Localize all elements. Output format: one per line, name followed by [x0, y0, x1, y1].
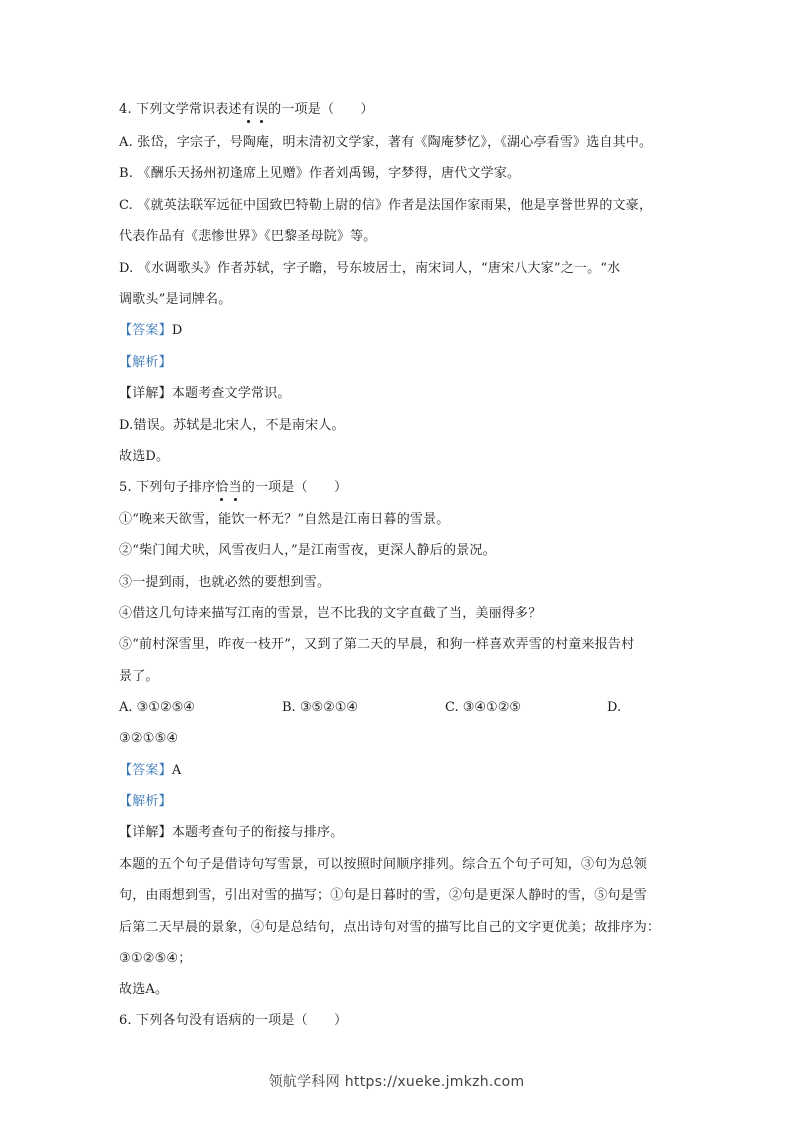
emphasis-dot-char: 恰: [215, 480, 229, 495]
answer-value: D: [171, 323, 183, 338]
q5-sentence-5-line2: 景了。: [119, 669, 159, 684]
q5-sentence-2: ②“柴门闻犬吠，风雪夜归人，”是江南雪夜，更深人静后的景况。: [119, 543, 496, 558]
q4-stem: [119, 101, 374, 119]
q5-option-c: C. ③④①②⑤: [445, 700, 522, 715]
emphasis-dot-char: 有: [241, 102, 255, 117]
q5-sentence-5-line1: ⑤“前村深雪里，昨夜一枝开”，又到了第二天的早晨，和狗一样喜欢弄雪的村童来报告村: [119, 637, 635, 652]
detail-label: 【详解】: [119, 386, 172, 401]
emphasis-dot-char: 当: [228, 480, 242, 495]
q4-stem-tail: 的一项是（ ）: [268, 102, 374, 117]
q4-analysis: [119, 354, 172, 372]
q5-answer: [119, 762, 181, 780]
q5-stem-tail: 的一项是（ ）: [241, 480, 348, 495]
q5-choice: 故选A。: [119, 982, 169, 997]
detail-label: 【详解】: [119, 825, 172, 840]
q5-sentence-3: ③一提到雨，也就必然的要想到雪。: [119, 575, 331, 590]
q5-explanation-line2: 句，由雨想到雪，引出对雪的描写；①句是日暮时的雪，②句是更深人静时的雪，⑤句是雪: [119, 888, 648, 903]
q5-stem: [119, 479, 347, 497]
q5-option-b: B. ③⑤②①④: [282, 700, 359, 715]
q4-stem-text: 4. 下列文学常识表述: [119, 102, 242, 117]
q5-explanation-line3: 后第二天早晨的景象，④句是总结句，点出诗句对雪的描写比自己的文字更优美；故排序为：: [119, 920, 661, 935]
q6-stem: 6. 下列各句没有语病的一项是（ ）: [119, 1013, 348, 1028]
q4-explanation: D.错误。苏轼是北宋人，不是南宋人。: [119, 418, 345, 433]
q5-option-d-value: ③②①⑤④: [119, 731, 179, 746]
emphasis-dot-char: 误: [254, 102, 269, 117]
q4-option-c-line2: 代表作品有《悲惨世界》《巴黎圣母院》等。: [119, 229, 377, 244]
q4-option-d-line2: 调歌头”是词牌名。: [119, 292, 232, 307]
detail-text: 本题考查文学常识。: [171, 386, 291, 401]
q5-stem-text: 5. 下列句子排序: [119, 480, 216, 495]
q4-detail: [119, 385, 291, 403]
analysis-label: 【解析】: [119, 794, 172, 809]
q5-option-d-label: D.: [607, 700, 622, 715]
detail-text: 本题考查句子的衔接与排序。: [171, 825, 344, 840]
q4-option-c-line1: C. 《就英法联军远征中国致巴特勒上尉的信》作者是法国作家雨果，他是享誉世界的文豪，: [119, 198, 653, 213]
q4-answer: [119, 322, 182, 340]
answer-label: 【答案】: [119, 323, 172, 338]
q5-detail: [119, 824, 343, 842]
q4-option-a: A. 张岱，字宗子，号陶庵，明末清初文学家，著有《陶庵梦忆》，《湖心亭看雪》选自其中。: [119, 135, 653, 150]
q5-explanation-line4: ③①②⑤④；: [119, 951, 192, 966]
q4-choice: 故选D。: [119, 449, 170, 464]
q5-sentence-1: ①“晚来天欲雪，能饮一杯无？”自然是江南日暮的雪景。: [119, 512, 450, 527]
q5-sentence-4: ④借这几句诗来描写江南的雪景，岂不比我的文字直截了当，美丽得多？: [119, 606, 542, 621]
answer-label: 【答案】: [119, 763, 172, 778]
q4-option-d-line1: D. 《水调歌头》作者苏轼，字子瞻，号东坡居士，南宋词人，“唐宋八大家”之一。“水: [119, 261, 621, 276]
page-footer: 领航学科网 https://xueke.jmkzh.com: [268, 1074, 525, 1090]
analysis-label: 【解析】: [119, 355, 172, 370]
q5-analysis: [119, 793, 172, 811]
q4-option-b: B. 《酬乐天扬州初逢席上见赠》作者刘禹锡，字梦得，唐代文学家。: [119, 166, 521, 181]
answer-value: A: [171, 763, 182, 778]
q5-explanation-line1: 本题的五个句子是借诗句写雪景，可以按照时间顺序排列。综合五个句子可知，③句为总领: [119, 857, 648, 872]
q5-option-a: A. ③①②⑤④: [119, 700, 195, 715]
